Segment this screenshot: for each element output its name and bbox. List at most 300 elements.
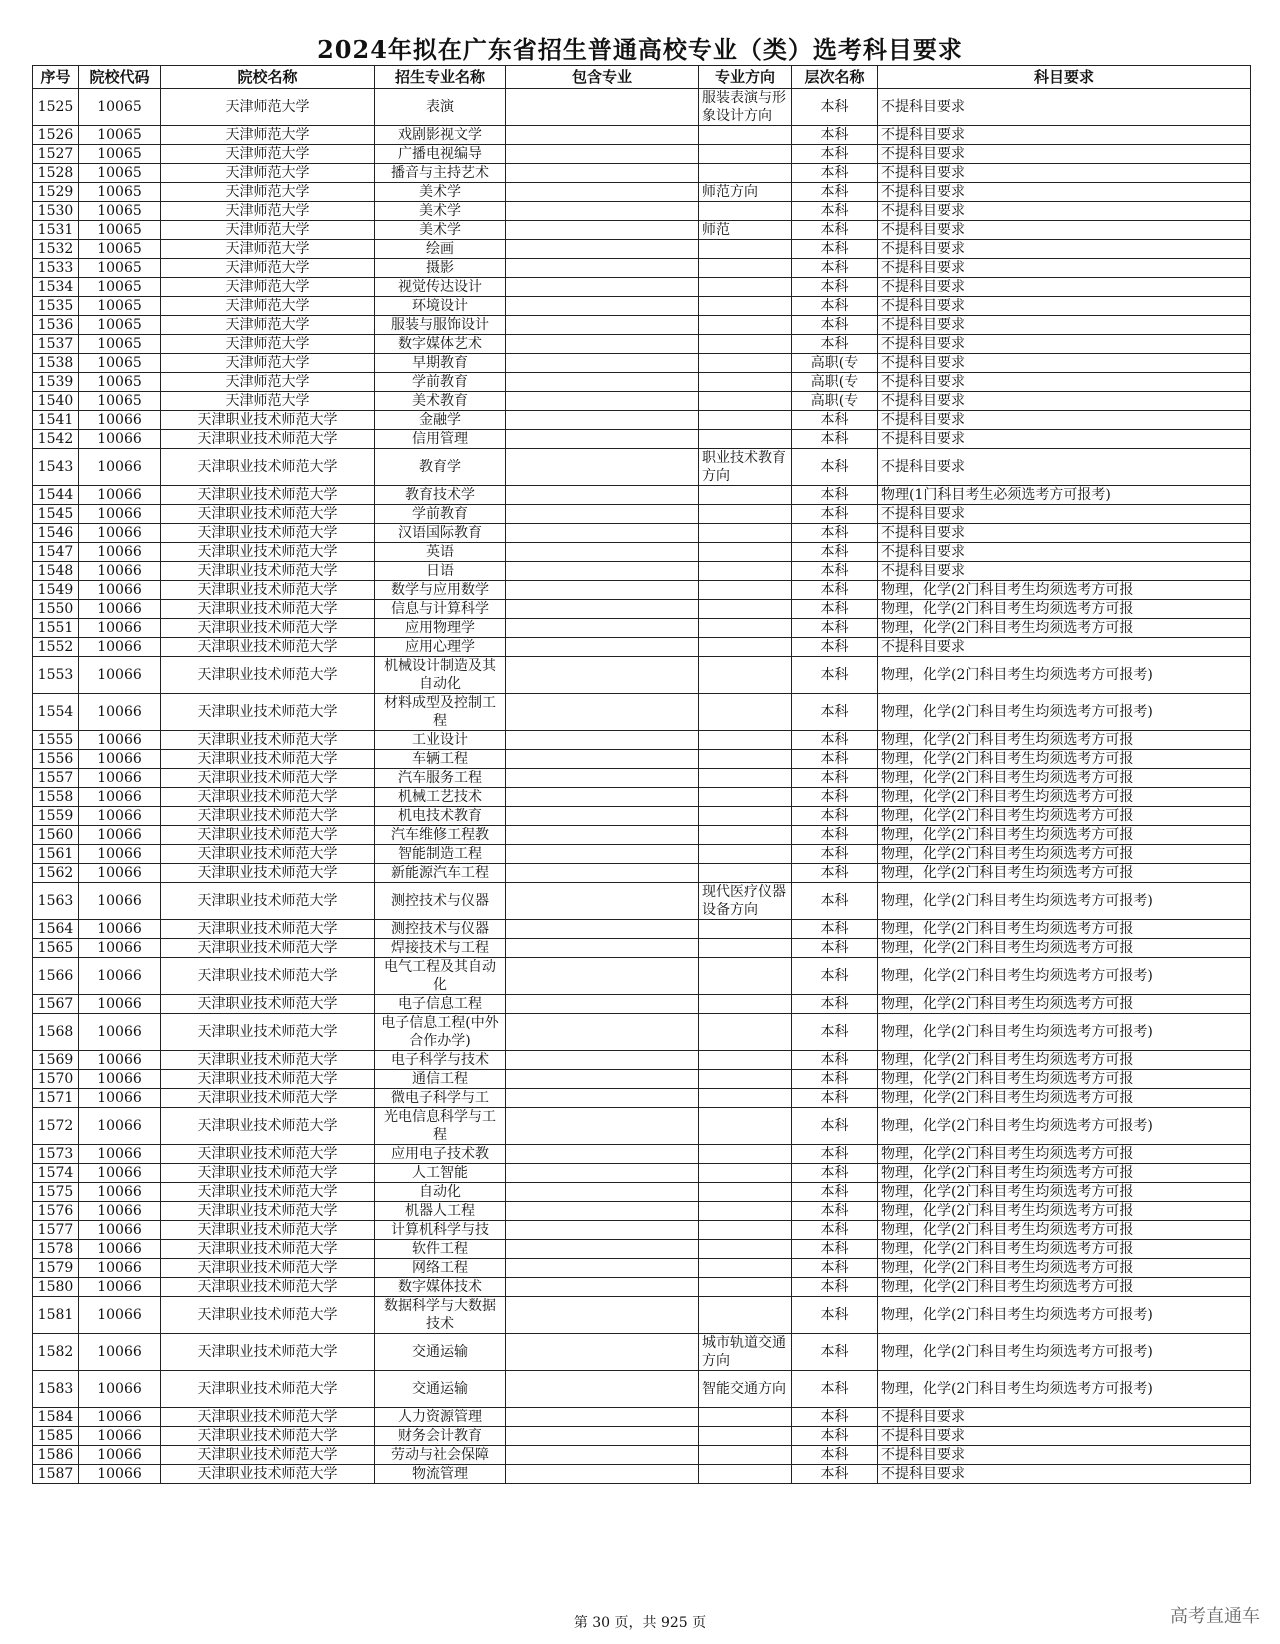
cell-major-name: 物流管理 bbox=[375, 1465, 506, 1484]
table-row bbox=[33, 524, 1251, 543]
cell-included-majors bbox=[506, 939, 699, 958]
cell-school-name: 天津师范大学 bbox=[161, 202, 375, 221]
cell-major-direction: 现代医疗仪器设备方向 bbox=[699, 883, 792, 920]
cell-school-name: 天津职业技术师范大学 bbox=[161, 1145, 375, 1164]
cell-school-code: 10066 bbox=[79, 788, 161, 807]
cell-subject-requirement: 不提科目要求 bbox=[878, 1408, 1251, 1427]
cell-subject-requirement: 不提科目要求 bbox=[878, 278, 1251, 297]
cell-subject-requirement: 物理，化学(2门科目考生均须选考方可报 bbox=[878, 750, 1251, 769]
cell-level: 本科 bbox=[792, 638, 878, 657]
cell-school-name: 天津职业技术师范大学 bbox=[161, 788, 375, 807]
cell-subject-requirement: 不提科目要求 bbox=[878, 392, 1251, 411]
cell-major-name: 学前教育 bbox=[375, 373, 506, 392]
cell-school-name: 天津师范大学 bbox=[161, 145, 375, 164]
cell-major-direction bbox=[699, 845, 792, 864]
cell-school-code: 10066 bbox=[79, 505, 161, 524]
cell-school-code: 10066 bbox=[79, 826, 161, 845]
cell-included-majors bbox=[506, 259, 699, 278]
cell-major-direction bbox=[699, 316, 792, 335]
cell-included-majors bbox=[506, 845, 699, 864]
subject-requirements-table bbox=[32, 65, 1251, 1484]
cell-included-majors bbox=[506, 354, 699, 373]
cell-major-name: 测控技术与仪器 bbox=[375, 920, 506, 939]
cell-level: 本科 bbox=[792, 581, 878, 600]
cell-seq: 1542 bbox=[33, 430, 79, 449]
cell-school-code: 10066 bbox=[79, 562, 161, 581]
cell-school-name: 天津师范大学 bbox=[161, 335, 375, 354]
cell-major-name: 财务会计教育 bbox=[375, 1427, 506, 1446]
cell-major-direction bbox=[699, 1297, 792, 1334]
cell-school-code: 10066 bbox=[79, 543, 161, 562]
cell-included-majors bbox=[506, 297, 699, 316]
table-row bbox=[33, 1465, 1251, 1484]
cell-school-name: 天津职业技术师范大学 bbox=[161, 769, 375, 788]
table-row bbox=[33, 1297, 1251, 1334]
cell-major-direction: 服装表演与形象设计方向 bbox=[699, 89, 792, 126]
page-footer: 第 30 页，共 925 页 bbox=[573, 1615, 707, 1631]
cell-school-code: 10066 bbox=[79, 883, 161, 920]
cell-level: 本科 bbox=[792, 221, 878, 240]
cell-included-majors bbox=[506, 278, 699, 297]
table-row bbox=[33, 788, 1251, 807]
cell-major-direction bbox=[699, 164, 792, 183]
cell-included-majors bbox=[506, 1183, 699, 1202]
cell-major-name: 学前教育 bbox=[375, 505, 506, 524]
table-row bbox=[33, 1408, 1251, 1427]
cell-major-name: 工业设计 bbox=[375, 731, 506, 750]
cell-school-name: 天津职业技术师范大学 bbox=[161, 411, 375, 430]
cell-school-code: 10066 bbox=[79, 411, 161, 430]
cell-level: 本科 bbox=[792, 1334, 878, 1371]
table-row bbox=[33, 995, 1251, 1014]
cell-level: 本科 bbox=[792, 126, 878, 145]
cell-school-code: 10066 bbox=[79, 731, 161, 750]
cell-major-direction: 师范方向 bbox=[699, 183, 792, 202]
cell-major-direction bbox=[699, 524, 792, 543]
cell-school-name: 天津职业技术师范大学 bbox=[161, 1371, 375, 1408]
cell-major-name: 网络工程 bbox=[375, 1259, 506, 1278]
table-row bbox=[33, 449, 1251, 486]
cell-major-name: 人力资源管理 bbox=[375, 1408, 506, 1427]
cell-subject-requirement: 物理，化学(2门科目考生均须选考方可报考) bbox=[878, 1014, 1251, 1051]
cell-major-direction bbox=[699, 354, 792, 373]
table-row bbox=[33, 1334, 1251, 1371]
cell-major-name: 数字媒体技术 bbox=[375, 1278, 506, 1297]
cell-school-name: 天津师范大学 bbox=[161, 89, 375, 126]
cell-major-direction bbox=[699, 1014, 792, 1051]
cell-subject-requirement: 不提科目要求 bbox=[878, 1465, 1251, 1484]
cell-level: 本科 bbox=[792, 619, 878, 638]
cell-major-name: 材料成型及控制工程 bbox=[375, 694, 506, 731]
cell-subject-requirement: 不提科目要求 bbox=[878, 543, 1251, 562]
cell-included-majors bbox=[506, 505, 699, 524]
cell-major-name: 教育学 bbox=[375, 449, 506, 486]
cell-subject-requirement: 物理，化学(2门科目考生均须选考方可报考) bbox=[878, 1371, 1251, 1408]
cell-included-majors bbox=[506, 619, 699, 638]
table-row bbox=[33, 939, 1251, 958]
table-row bbox=[33, 1221, 1251, 1240]
cell-subject-requirement: 物理，化学(2门科目考生均须选考方可报 bbox=[878, 731, 1251, 750]
cell-major-direction bbox=[699, 788, 792, 807]
cell-included-majors bbox=[506, 1070, 699, 1089]
cell-seq: 1544 bbox=[33, 486, 79, 505]
cell-major-name: 应用电子技术教 bbox=[375, 1145, 506, 1164]
cell-school-name: 天津职业技术师范大学 bbox=[161, 486, 375, 505]
cell-major-direction bbox=[699, 392, 792, 411]
cell-school-name: 天津职业技术师范大学 bbox=[161, 1446, 375, 1465]
cell-major-direction bbox=[699, 826, 792, 845]
table-row bbox=[33, 920, 1251, 939]
cell-included-majors bbox=[506, 769, 699, 788]
cell-major-direction bbox=[699, 1446, 792, 1465]
cell-included-majors bbox=[506, 883, 699, 920]
cell-level: 本科 bbox=[792, 807, 878, 826]
cell-major-direction bbox=[699, 600, 792, 619]
cell-major-direction bbox=[699, 1465, 792, 1484]
cell-level: 本科 bbox=[792, 958, 878, 995]
cell-included-majors bbox=[506, 221, 699, 240]
cell-subject-requirement: 不提科目要求 bbox=[878, 316, 1251, 335]
cell-level: 本科 bbox=[792, 543, 878, 562]
cell-included-majors bbox=[506, 638, 699, 657]
cell-level: 本科 bbox=[792, 750, 878, 769]
cell-school-code: 10066 bbox=[79, 1427, 161, 1446]
cell-included-majors bbox=[506, 1408, 699, 1427]
table-row bbox=[33, 562, 1251, 581]
cell-subject-requirement: 物理，化学(2门科目考生均须选考方可报 bbox=[878, 1070, 1251, 1089]
cell-level: 本科 bbox=[792, 524, 878, 543]
cell-subject-requirement: 不提科目要求 bbox=[878, 638, 1251, 657]
table-row bbox=[33, 1089, 1251, 1108]
cell-seq: 1536 bbox=[33, 316, 79, 335]
cell-school-name: 天津职业技术师范大学 bbox=[161, 581, 375, 600]
cell-subject-requirement: 物理，化学(2门科目考生均须选考方可报 bbox=[878, 939, 1251, 958]
cell-major-direction bbox=[699, 657, 792, 694]
cell-school-code: 10066 bbox=[79, 1334, 161, 1371]
cell-school-name: 天津职业技术师范大学 bbox=[161, 750, 375, 769]
cell-major-name: 汽车服务工程 bbox=[375, 769, 506, 788]
cell-subject-requirement: 物理，化学(2门科目考生均须选考方可报 bbox=[878, 1145, 1251, 1164]
cell-included-majors bbox=[506, 1145, 699, 1164]
cell-subject-requirement: 物理，化学(2门科目考生均须选考方可报 bbox=[878, 807, 1251, 826]
table-row bbox=[33, 1108, 1251, 1145]
cell-major-name: 信息与计算科学 bbox=[375, 600, 506, 619]
cell-major-direction bbox=[699, 1089, 792, 1108]
cell-level: 本科 bbox=[792, 1145, 878, 1164]
cell-school-name: 天津职业技术师范大学 bbox=[161, 505, 375, 524]
cell-school-name: 天津职业技术师范大学 bbox=[161, 1164, 375, 1183]
cell-school-code: 10066 bbox=[79, 750, 161, 769]
cell-subject-requirement: 物理，化学(2门科目考生均须选考方可报 bbox=[878, 1183, 1251, 1202]
cell-major-name: 光电信息科学与工程 bbox=[375, 1108, 506, 1145]
cell-level: 本科 bbox=[792, 449, 878, 486]
cell-level: 本科 bbox=[792, 411, 878, 430]
cell-school-name: 天津职业技术师范大学 bbox=[161, 1408, 375, 1427]
cell-school-code: 10066 bbox=[79, 920, 161, 939]
cell-major-direction: 职业技术教育方向 bbox=[699, 449, 792, 486]
cell-seq: 1575 bbox=[33, 1183, 79, 1202]
cell-school-code: 10066 bbox=[79, 864, 161, 883]
table-row bbox=[33, 392, 1251, 411]
cell-major-direction bbox=[699, 731, 792, 750]
table-header-row bbox=[33, 66, 1251, 89]
cell-included-majors bbox=[506, 562, 699, 581]
table-row bbox=[33, 202, 1251, 221]
cell-major-direction bbox=[699, 694, 792, 731]
cell-school-name: 天津职业技术师范大学 bbox=[161, 524, 375, 543]
cell-major-name: 数据科学与大数据技术 bbox=[375, 1297, 506, 1334]
cell-seq: 1560 bbox=[33, 826, 79, 845]
cell-level: 本科 bbox=[792, 1221, 878, 1240]
table-row bbox=[33, 619, 1251, 638]
cell-seq: 1557 bbox=[33, 769, 79, 788]
cell-level: 本科 bbox=[792, 657, 878, 694]
cell-school-name: 天津师范大学 bbox=[161, 373, 375, 392]
cell-school-name: 天津职业技术师范大学 bbox=[161, 958, 375, 995]
cell-school-name: 天津职业技术师范大学 bbox=[161, 1108, 375, 1145]
cell-seq: 1569 bbox=[33, 1051, 79, 1070]
table-row bbox=[33, 1278, 1251, 1297]
cell-major-direction bbox=[699, 1408, 792, 1427]
table-row bbox=[33, 1183, 1251, 1202]
cell-school-code: 10066 bbox=[79, 1240, 161, 1259]
cell-included-majors bbox=[506, 731, 699, 750]
cell-school-code: 10066 bbox=[79, 1089, 161, 1108]
cell-major-name: 电气工程及其自动化 bbox=[375, 958, 506, 995]
header-subject-requirement: 科目要求 bbox=[878, 66, 1251, 89]
cell-subject-requirement: 物理，化学(2门科目考生均须选考方可报 bbox=[878, 1221, 1251, 1240]
cell-subject-requirement: 不提科目要求 bbox=[878, 240, 1251, 259]
cell-major-name: 数字媒体艺术 bbox=[375, 335, 506, 354]
cell-major-name: 自动化 bbox=[375, 1183, 506, 1202]
cell-level: 本科 bbox=[792, 845, 878, 864]
cell-major-name: 人工智能 bbox=[375, 1164, 506, 1183]
table-row bbox=[33, 731, 1251, 750]
cell-included-majors bbox=[506, 581, 699, 600]
table-row bbox=[33, 750, 1251, 769]
cell-included-majors bbox=[506, 1240, 699, 1259]
cell-seq: 1545 bbox=[33, 505, 79, 524]
cell-school-code: 10066 bbox=[79, 1278, 161, 1297]
cell-seq: 1563 bbox=[33, 883, 79, 920]
cell-subject-requirement: 不提科目要求 bbox=[878, 524, 1251, 543]
cell-seq: 1547 bbox=[33, 543, 79, 562]
cell-school-code: 10066 bbox=[79, 1070, 161, 1089]
table-row bbox=[33, 297, 1251, 316]
cell-level: 本科 bbox=[792, 486, 878, 505]
cell-major-name: 机械工艺技术 bbox=[375, 788, 506, 807]
table-row bbox=[33, 126, 1251, 145]
cell-school-code: 10065 bbox=[79, 183, 161, 202]
cell-school-code: 10066 bbox=[79, 1221, 161, 1240]
cell-school-name: 天津职业技术师范大学 bbox=[161, 543, 375, 562]
cell-seq: 1574 bbox=[33, 1164, 79, 1183]
cell-school-name: 天津师范大学 bbox=[161, 126, 375, 145]
cell-level: 本科 bbox=[792, 864, 878, 883]
table-row bbox=[33, 145, 1251, 164]
cell-major-direction bbox=[699, 1070, 792, 1089]
cell-major-name: 美术教育 bbox=[375, 392, 506, 411]
cell-subject-requirement: 物理，化学(2门科目考生均须选考方可报考) bbox=[878, 1108, 1251, 1145]
cell-major-direction bbox=[699, 335, 792, 354]
cell-seq: 1586 bbox=[33, 1446, 79, 1465]
cell-subject-requirement: 物理(1门科目考生必须选考方可报考) bbox=[878, 486, 1251, 505]
cell-subject-requirement: 不提科目要求 bbox=[878, 411, 1251, 430]
cell-major-name: 英语 bbox=[375, 543, 506, 562]
cell-major-name: 机电技术教育 bbox=[375, 807, 506, 826]
table-row bbox=[33, 1427, 1251, 1446]
cell-seq: 1570 bbox=[33, 1070, 79, 1089]
cell-school-code: 10065 bbox=[79, 335, 161, 354]
table-row bbox=[33, 600, 1251, 619]
cell-seq: 1558 bbox=[33, 788, 79, 807]
cell-school-code: 10066 bbox=[79, 657, 161, 694]
cell-subject-requirement: 不提科目要求 bbox=[878, 297, 1251, 316]
header-school-name: 院校名称 bbox=[161, 66, 375, 89]
cell-school-code: 10066 bbox=[79, 1202, 161, 1221]
cell-school-name: 天津职业技术师范大学 bbox=[161, 1089, 375, 1108]
cell-level: 本科 bbox=[792, 826, 878, 845]
cell-school-name: 天津师范大学 bbox=[161, 297, 375, 316]
cell-included-majors bbox=[506, 694, 699, 731]
cell-seq: 1559 bbox=[33, 807, 79, 826]
cell-school-code: 10065 bbox=[79, 145, 161, 164]
cell-seq: 1567 bbox=[33, 995, 79, 1014]
cell-school-name: 天津职业技术师范大学 bbox=[161, 1259, 375, 1278]
cell-major-direction bbox=[699, 581, 792, 600]
cell-school-code: 10066 bbox=[79, 694, 161, 731]
brand-watermark: 高考直通车 bbox=[1170, 1606, 1260, 1627]
cell-level: 本科 bbox=[792, 694, 878, 731]
table-row bbox=[33, 89, 1251, 126]
cell-seq: 1534 bbox=[33, 278, 79, 297]
cell-school-name: 天津职业技术师范大学 bbox=[161, 1240, 375, 1259]
cell-major-direction bbox=[699, 430, 792, 449]
cell-school-name: 天津师范大学 bbox=[161, 278, 375, 297]
cell-included-majors bbox=[506, 486, 699, 505]
cell-major-name: 早期教育 bbox=[375, 354, 506, 373]
cell-school-code: 10066 bbox=[79, 939, 161, 958]
cell-school-code: 10065 bbox=[79, 164, 161, 183]
cell-included-majors bbox=[506, 126, 699, 145]
cell-subject-requirement: 不提科目要求 bbox=[878, 1427, 1251, 1446]
cell-major-name: 教育技术学 bbox=[375, 486, 506, 505]
cell-level: 本科 bbox=[792, 1070, 878, 1089]
cell-major-name: 美术学 bbox=[375, 202, 506, 221]
cell-seq: 1546 bbox=[33, 524, 79, 543]
cell-level: 本科 bbox=[792, 1297, 878, 1334]
cell-level: 本科 bbox=[792, 1371, 878, 1408]
cell-school-name: 天津职业技术师范大学 bbox=[161, 1221, 375, 1240]
cell-included-majors bbox=[506, 750, 699, 769]
table-row bbox=[33, 1051, 1251, 1070]
cell-subject-requirement: 物理，化学(2门科目考生均须选考方可报 bbox=[878, 1051, 1251, 1070]
cell-included-majors bbox=[506, 1297, 699, 1334]
cell-major-name: 美术学 bbox=[375, 183, 506, 202]
cell-school-code: 10066 bbox=[79, 807, 161, 826]
cell-included-majors bbox=[506, 1051, 699, 1070]
cell-seq: 1554 bbox=[33, 694, 79, 731]
cell-included-majors bbox=[506, 1221, 699, 1240]
cell-major-name: 播音与主持艺术 bbox=[375, 164, 506, 183]
cell-major-direction bbox=[699, 202, 792, 221]
cell-school-code: 10065 bbox=[79, 297, 161, 316]
cell-school-name: 天津职业技术师范大学 bbox=[161, 619, 375, 638]
cell-school-name: 天津职业技术师范大学 bbox=[161, 1070, 375, 1089]
table-row bbox=[33, 543, 1251, 562]
cell-school-code: 10066 bbox=[79, 1297, 161, 1334]
table-row bbox=[33, 316, 1251, 335]
cell-school-name: 天津职业技术师范大学 bbox=[161, 657, 375, 694]
cell-included-majors bbox=[506, 788, 699, 807]
cell-major-direction: 城市轨道交通方向 bbox=[699, 1334, 792, 1371]
cell-level: 本科 bbox=[792, 939, 878, 958]
cell-seq: 1571 bbox=[33, 1089, 79, 1108]
cell-school-code: 10066 bbox=[79, 1145, 161, 1164]
cell-included-majors bbox=[506, 1259, 699, 1278]
table-row bbox=[33, 1371, 1251, 1408]
cell-included-majors bbox=[506, 920, 699, 939]
cell-seq: 1532 bbox=[33, 240, 79, 259]
cell-seq: 1538 bbox=[33, 354, 79, 373]
header-school-code: 院校代码 bbox=[79, 66, 161, 89]
cell-school-code: 10066 bbox=[79, 430, 161, 449]
cell-subject-requirement: 不提科目要求 bbox=[878, 202, 1251, 221]
cell-seq: 1531 bbox=[33, 221, 79, 240]
table-row bbox=[33, 1259, 1251, 1278]
cell-included-majors bbox=[506, 164, 699, 183]
cell-level: 本科 bbox=[792, 562, 878, 581]
cell-major-name: 计算机科学与技 bbox=[375, 1221, 506, 1240]
cell-seq: 1526 bbox=[33, 126, 79, 145]
cell-major-direction bbox=[699, 750, 792, 769]
table-row bbox=[33, 354, 1251, 373]
cell-major-name: 电子科学与技术 bbox=[375, 1051, 506, 1070]
cell-level: 本科 bbox=[792, 297, 878, 316]
cell-level: 本科 bbox=[792, 1014, 878, 1051]
cell-school-code: 10066 bbox=[79, 769, 161, 788]
cell-subject-requirement: 不提科目要求 bbox=[878, 354, 1251, 373]
cell-school-name: 天津职业技术师范大学 bbox=[161, 845, 375, 864]
cell-level: 高职(专 bbox=[792, 373, 878, 392]
cell-subject-requirement: 物理，化学(2门科目考生均须选考方可报考) bbox=[878, 657, 1251, 694]
cell-school-code: 10066 bbox=[79, 1183, 161, 1202]
cell-seq: 1550 bbox=[33, 600, 79, 619]
cell-school-code: 10065 bbox=[79, 221, 161, 240]
cell-school-name: 天津职业技术师范大学 bbox=[161, 920, 375, 939]
header-major-name: 招生专业名称 bbox=[375, 66, 506, 89]
cell-level: 高职(专 bbox=[792, 354, 878, 373]
table-row bbox=[33, 807, 1251, 826]
cell-school-name: 天津职业技术师范大学 bbox=[161, 1334, 375, 1371]
cell-seq: 1539 bbox=[33, 373, 79, 392]
cell-major-direction bbox=[699, 486, 792, 505]
cell-school-code: 10066 bbox=[79, 1014, 161, 1051]
header-seq: 序号 bbox=[33, 66, 79, 89]
cell-level: 本科 bbox=[792, 769, 878, 788]
cell-school-name: 天津师范大学 bbox=[161, 183, 375, 202]
table-row bbox=[33, 240, 1251, 259]
cell-major-direction bbox=[699, 1164, 792, 1183]
cell-included-majors bbox=[506, 183, 699, 202]
cell-level: 本科 bbox=[792, 1108, 878, 1145]
cell-included-majors bbox=[506, 524, 699, 543]
table-row bbox=[33, 1446, 1251, 1465]
cell-seq: 1580 bbox=[33, 1278, 79, 1297]
cell-school-code: 10066 bbox=[79, 1164, 161, 1183]
cell-level: 本科 bbox=[792, 1051, 878, 1070]
cell-major-direction bbox=[699, 769, 792, 788]
